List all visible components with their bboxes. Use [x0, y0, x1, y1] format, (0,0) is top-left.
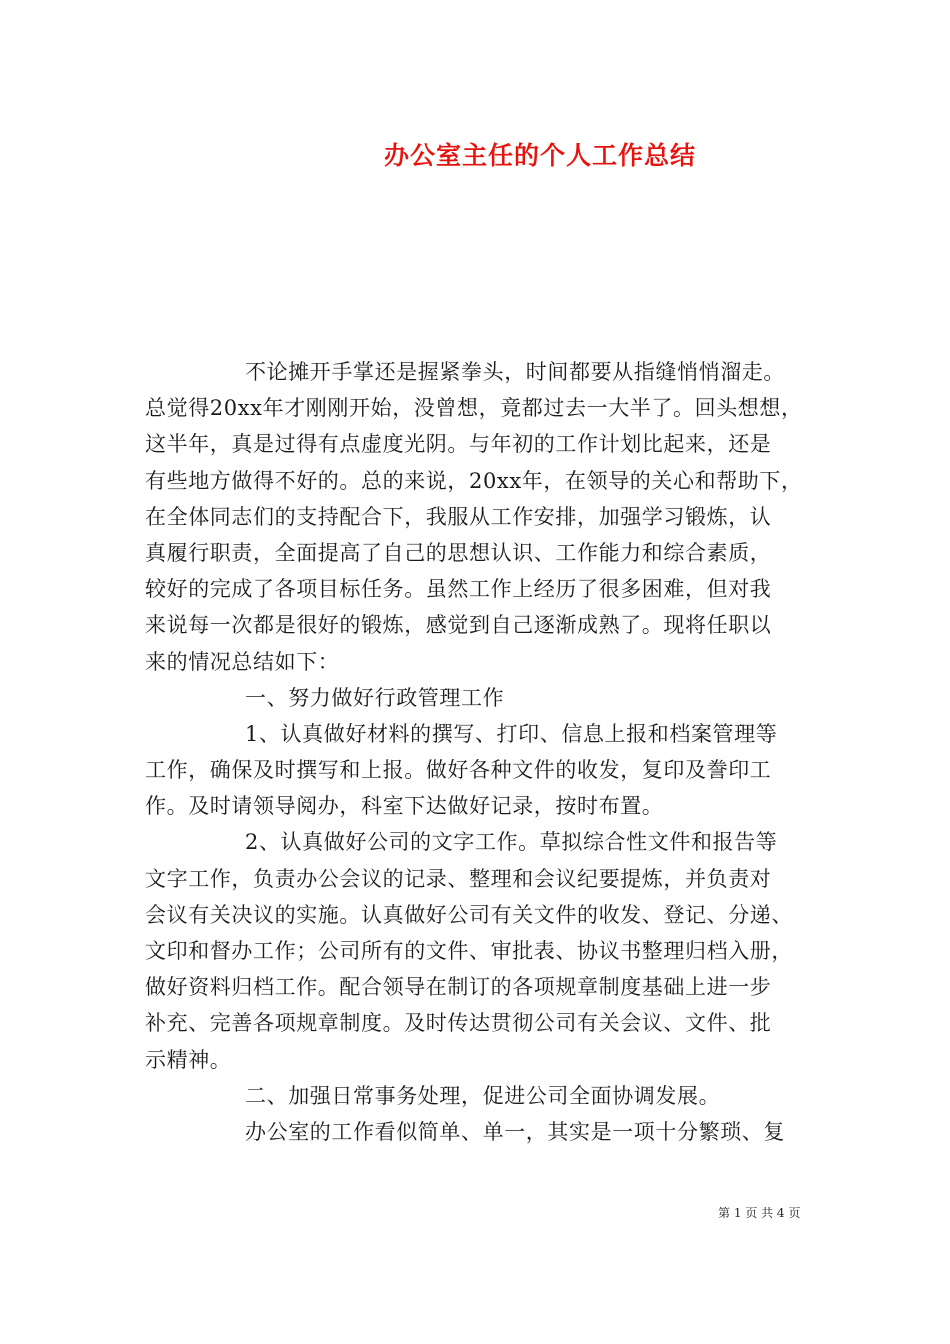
text-line: 会议有关决议的实施。认真做好公司有关文件的收发、登记、分递、 — [145, 902, 793, 927]
text-line: 在全体同志们的支持配合下，我服从工作安排，加强学习锻炼，认 — [145, 504, 772, 529]
text-line: 一、努力做好行政管理工作 — [245, 685, 505, 710]
text-line: 工作，确保及时撰写和上报。做好各种文件的收发，复印及誊印工 — [145, 758, 772, 783]
text-line: 总觉得20xx年才刚刚开始，没曾想，竟都过去一大半了。回头想想， — [145, 396, 803, 421]
text-line: 不论摊开手掌还是握紧拳头，时间都要从指缝悄悄溜走。 — [245, 360, 785, 384]
text-line: 真履行职责，全面提高了自己的思想认识、工作能力和综合素质， — [145, 540, 772, 565]
text-line: 二、加强日常事务处理，促进公司全面协调发展。 — [245, 1083, 721, 1108]
text-line: 做好资料归档工作。配合领导在制订的各项规章制度基础上进一步 — [145, 975, 772, 1000]
document-title: 办公室主任的个人工作总结 — [383, 141, 696, 170]
text-line: 这半年，真是过得有点虚度光阴。与年初的工作计划比起来，还是 — [145, 432, 772, 457]
text-line: 文字工作，负责办公会议的记录、整理和会议纪要提炼，并负责对 — [145, 866, 772, 891]
text-line: 1、认真做好材料的撰写、打印、信息上报和档案管理等 — [245, 721, 778, 746]
text-line: 补充、完善各项规章制度。及时传达贯彻公司有关会议、文件、批 — [145, 1011, 772, 1036]
text-line: 示精神。 — [145, 1047, 232, 1072]
page-number: 第 1 页 共 4 页 — [718, 1206, 801, 1220]
text-line: 文印和督办工作；公司所有的文件、审批表、协议书整理归档入册， — [145, 939, 793, 963]
text-line: 较好的完成了各项目标任务。虽然工作上经历了很多困难，但对我 — [145, 577, 772, 602]
text-line: 来说每一次都是很好的锻炼，感觉到自己逐渐成熟了。现将任职以 — [145, 613, 772, 638]
text-line: 有些地方做得不好的。总的来说，20xx年，在领导的关心和帮助下， — [145, 468, 803, 493]
text-line: 办公室的工作看似简单、单一，其实是一项十分繁琐、复 — [245, 1119, 785, 1144]
text-line: 来的情况总结如下： — [145, 649, 340, 674]
document-body — [145, 354, 805, 1150]
text-line: 作。及时请领导阅办，科室下达做好记录，按时布置。 — [145, 794, 664, 819]
text-line: 2、认真做好公司的文字工作。草拟综合性文件和报告等 — [245, 830, 778, 855]
